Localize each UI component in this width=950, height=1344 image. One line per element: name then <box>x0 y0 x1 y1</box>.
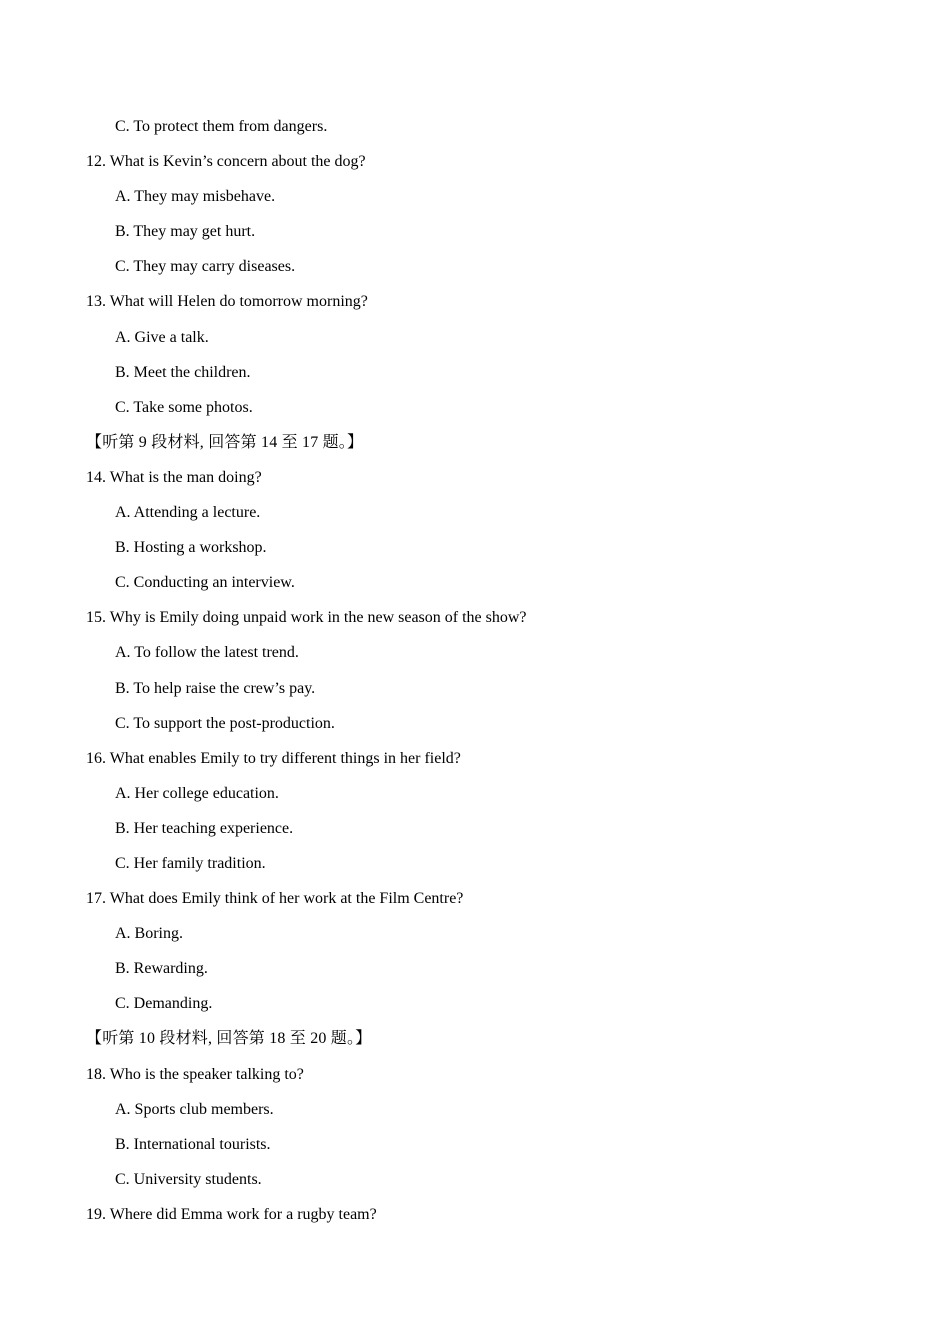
question-19: 19. Where did Emma work for a rugby team? <box>86 1205 377 1223</box>
option-17c: C. Demanding. <box>115 995 213 1013</box>
option-16a: A. Her college education. <box>115 784 279 802</box>
option-17b: B. Rewarding. <box>115 960 208 978</box>
option-14c: C. Conducting an interview. <box>115 574 295 592</box>
option-11c: C. To protect them from dangers. <box>115 118 328 135</box>
option-14a: A. Attending a lecture. <box>115 504 261 522</box>
option-14b: B. Hosting a workshop. <box>115 539 267 557</box>
option-16c: C. Her family tradition. <box>115 854 266 872</box>
question-13: 13. What will Helen do tomorrow morning? <box>86 293 368 311</box>
option-12b: B. They may get hurt. <box>115 223 256 241</box>
option-12c: C. They may carry diseases. <box>115 258 296 276</box>
option-18b: B. International tourists. <box>115 1135 271 1153</box>
section-heading-9: 【听第 9 段材料, 回答第 14 至 17 题。】 <box>86 433 364 451</box>
question-15: 15. Why is Emily doing unpaid work in the new season of the show? <box>86 609 527 627</box>
question-list <box>86 109 886 1232</box>
option-15c: C. To support the post-production. <box>115 714 335 732</box>
option-13a: A. Give a talk. <box>115 328 209 346</box>
option-13c: C. Take some photos. <box>115 398 253 416</box>
option-18c: C. University students. <box>115 1170 262 1188</box>
option-12a: A. They may misbehave. <box>115 188 276 206</box>
option-15b: B. To help raise the crew’s pay. <box>115 679 316 697</box>
section-heading-10: 【听第 10 段材料, 回答第 18 至 20 题。】 <box>86 1030 372 1048</box>
option-17a: A. Boring. <box>115 925 183 943</box>
question-14: 14. What is the man doing? <box>86 468 262 486</box>
option-16b: B. Her teaching experience. <box>115 819 294 837</box>
question-18: 18. Who is the speaker talking to? <box>86 1065 304 1083</box>
option-15a: A. To follow the latest trend. <box>115 644 299 662</box>
question-17: 17. What does Emily think of her work at the Film Centre? <box>86 890 464 908</box>
question-12: 12. What is Kevin’s concern about the dog? <box>86 153 366 171</box>
question-16: 16. What enables Emily to try different things in her field? <box>86 749 461 767</box>
option-13b: B. Meet the children. <box>115 363 251 381</box>
option-18a: A. Sports club members. <box>115 1100 274 1118</box>
